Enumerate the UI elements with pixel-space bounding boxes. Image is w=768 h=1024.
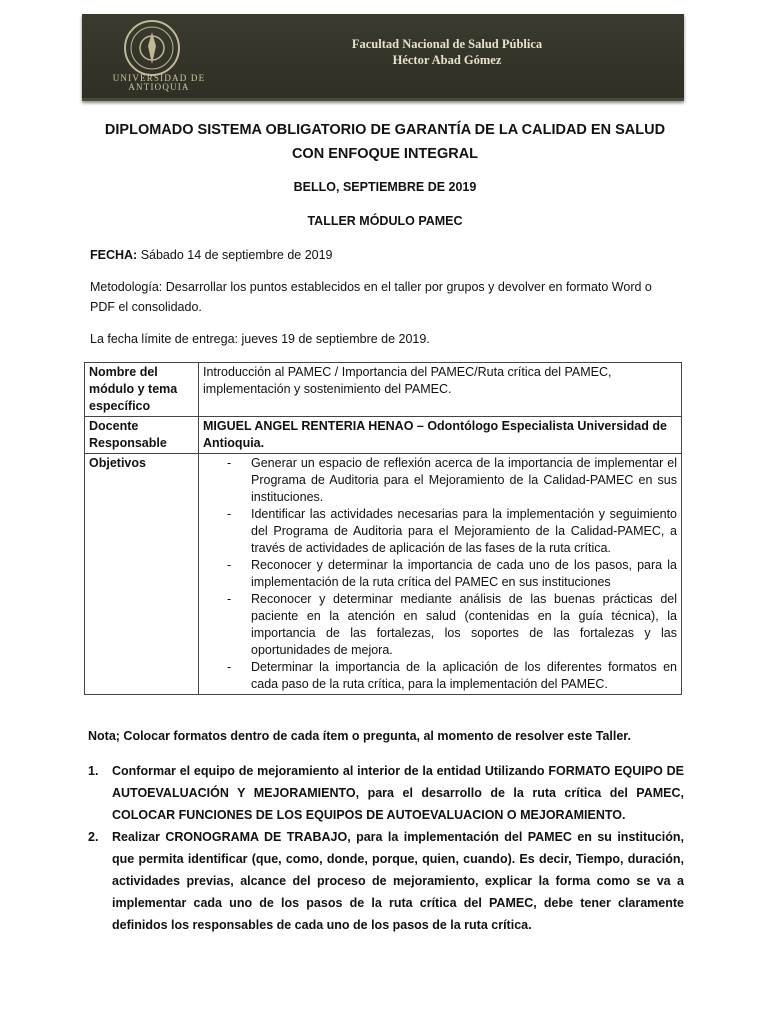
row-value-module: Introducción al PAMEC / Importancia del PAMEC/Ruta crítica del PAMEC, implementación y sostenimiento del PAMEC. xyxy=(199,363,682,417)
dash-bullet: - xyxy=(227,456,232,470)
objective-text: Reconocer y determinar la importancia de cada uno de los pasos, para la implementación de la ruta crítica del PAMEC en sus instituciones xyxy=(251,558,677,589)
fecha-line xyxy=(90,245,680,265)
university-seal-icon xyxy=(122,18,182,78)
questions-list xyxy=(84,760,684,936)
question-number: 1. xyxy=(88,764,99,778)
module-table xyxy=(84,362,682,695)
row-label-docente: Docente Responsable xyxy=(85,417,199,454)
deadline: La fecha límite de entrega: jueves 19 de septiembre de 2019. xyxy=(90,332,430,346)
title-line-1: DIPLOMADO SISTEMA OBLIGATORIO DE GARANTÍA DE LA CALIDAD EN SALUD xyxy=(104,122,666,138)
table-row xyxy=(85,363,682,417)
place-date: BELLO, SEPTIEMBRE DE 2019 xyxy=(293,180,477,194)
objective-text: Determinar la importancia de la aplicación de los diferentes formatos en cada paso de la ruta crítica, para la implementación del PAMEC. xyxy=(251,660,677,691)
dash-bullet: - xyxy=(227,558,232,572)
row-label-module: Nombre del módulo y tema específico xyxy=(85,363,199,417)
dash-bullet: - xyxy=(227,507,232,521)
objective-text: Generar un espacio de reflexión acerca de la importancia de implementar el Programa de Auditoria para el Mejoramiento de la Calidad-PAMEC en sus instituciones. xyxy=(251,456,677,504)
list-item xyxy=(203,591,677,659)
row-value-docente: MIGUEL ANGEL RENTERIA HENAO – Odontólogo Especialista Universidad de Antioquia. xyxy=(199,417,682,454)
dash-bullet: - xyxy=(227,660,232,674)
question-text: Realizar CRONOGRAMA DE TRABAJO, para la implementación del PAMEC en su institución, que permita identificar (que, como, donde, porque, quien, cuando). Es decir, Tiempo, duración, actividades previas, alcance del proceso de mejoramiento, explicar la forma como se va a implementar cada uno de los pasos de la ruta crítica del PAMEC, debe tener claramente definidos los responsables de cada uno de los pasos de la ruta crítica. xyxy=(112,830,684,932)
faculty-name xyxy=(282,36,612,68)
workshop-title: TALLER MÓDULO PAMEC xyxy=(307,214,463,228)
header-banner xyxy=(82,14,684,101)
row-label-objetivos: Objetivos xyxy=(85,454,199,695)
question-number: 2. xyxy=(88,830,99,844)
objective-text: Reconocer y determinar mediante análisis de las buenas prácticas del paciente en la atención en salud (contenidas en la guía técnica), la importancia de las fortalezas, los soportes de las fortalezas y las oportunidades de mejora. xyxy=(251,592,677,657)
table-row xyxy=(85,454,682,695)
nota: Nota; Colocar formatos dentro de cada ítem o pregunta, al momento de resolver este Taller. xyxy=(88,729,631,743)
list-item xyxy=(84,760,684,826)
list-item xyxy=(203,557,677,591)
objective-text: Identificar las actividades necesarias para la implementación y seguimiento del Programa de Auditoria para el Mejoramiento de la Calidad-PAMEC, a través de actividades de aplicación de las fases de la ruta crítica. xyxy=(251,507,677,555)
title-line-2: CON ENFOQUE INTEGRAL xyxy=(291,146,479,162)
list-item xyxy=(84,826,684,936)
objectives-cell xyxy=(199,454,682,695)
list-item xyxy=(203,506,677,557)
dash-bullet: - xyxy=(227,592,232,606)
faculty-line-1: Facultad Nacional de Salud Pública xyxy=(351,37,543,51)
list-item xyxy=(203,659,677,693)
document-title xyxy=(80,118,690,166)
objectives-list xyxy=(203,455,677,693)
table-row xyxy=(85,417,682,454)
faculty-line-2: Héctor Abad Gómez xyxy=(392,53,502,67)
metodologia: Metodología: Desarrollar los puntos establecidos en el taller por grupos y devolver en formato Word o PDF el consolidado. xyxy=(90,280,652,314)
question-text: Conformar el equipo de mejoramiento al interior de la entidad Utilizando FORMATO EQUIPO DE AUTOEVALUACIÓN Y MEJORAMIENTO, para el desarrollo de la ruta crítica del PAMEC, COLOCAR FUNCIONES DE LOS EQUIPOS DE AUTOEVALUACION O MEJORAMIENTO. xyxy=(112,764,684,822)
university-name: UNIVERSIDAD DE ANTIOQUIA xyxy=(112,73,206,92)
fecha-label: FECHA: xyxy=(90,248,138,262)
list-item xyxy=(203,455,677,506)
fecha-value: Sábado 14 de septiembre de 2019 xyxy=(137,248,333,262)
